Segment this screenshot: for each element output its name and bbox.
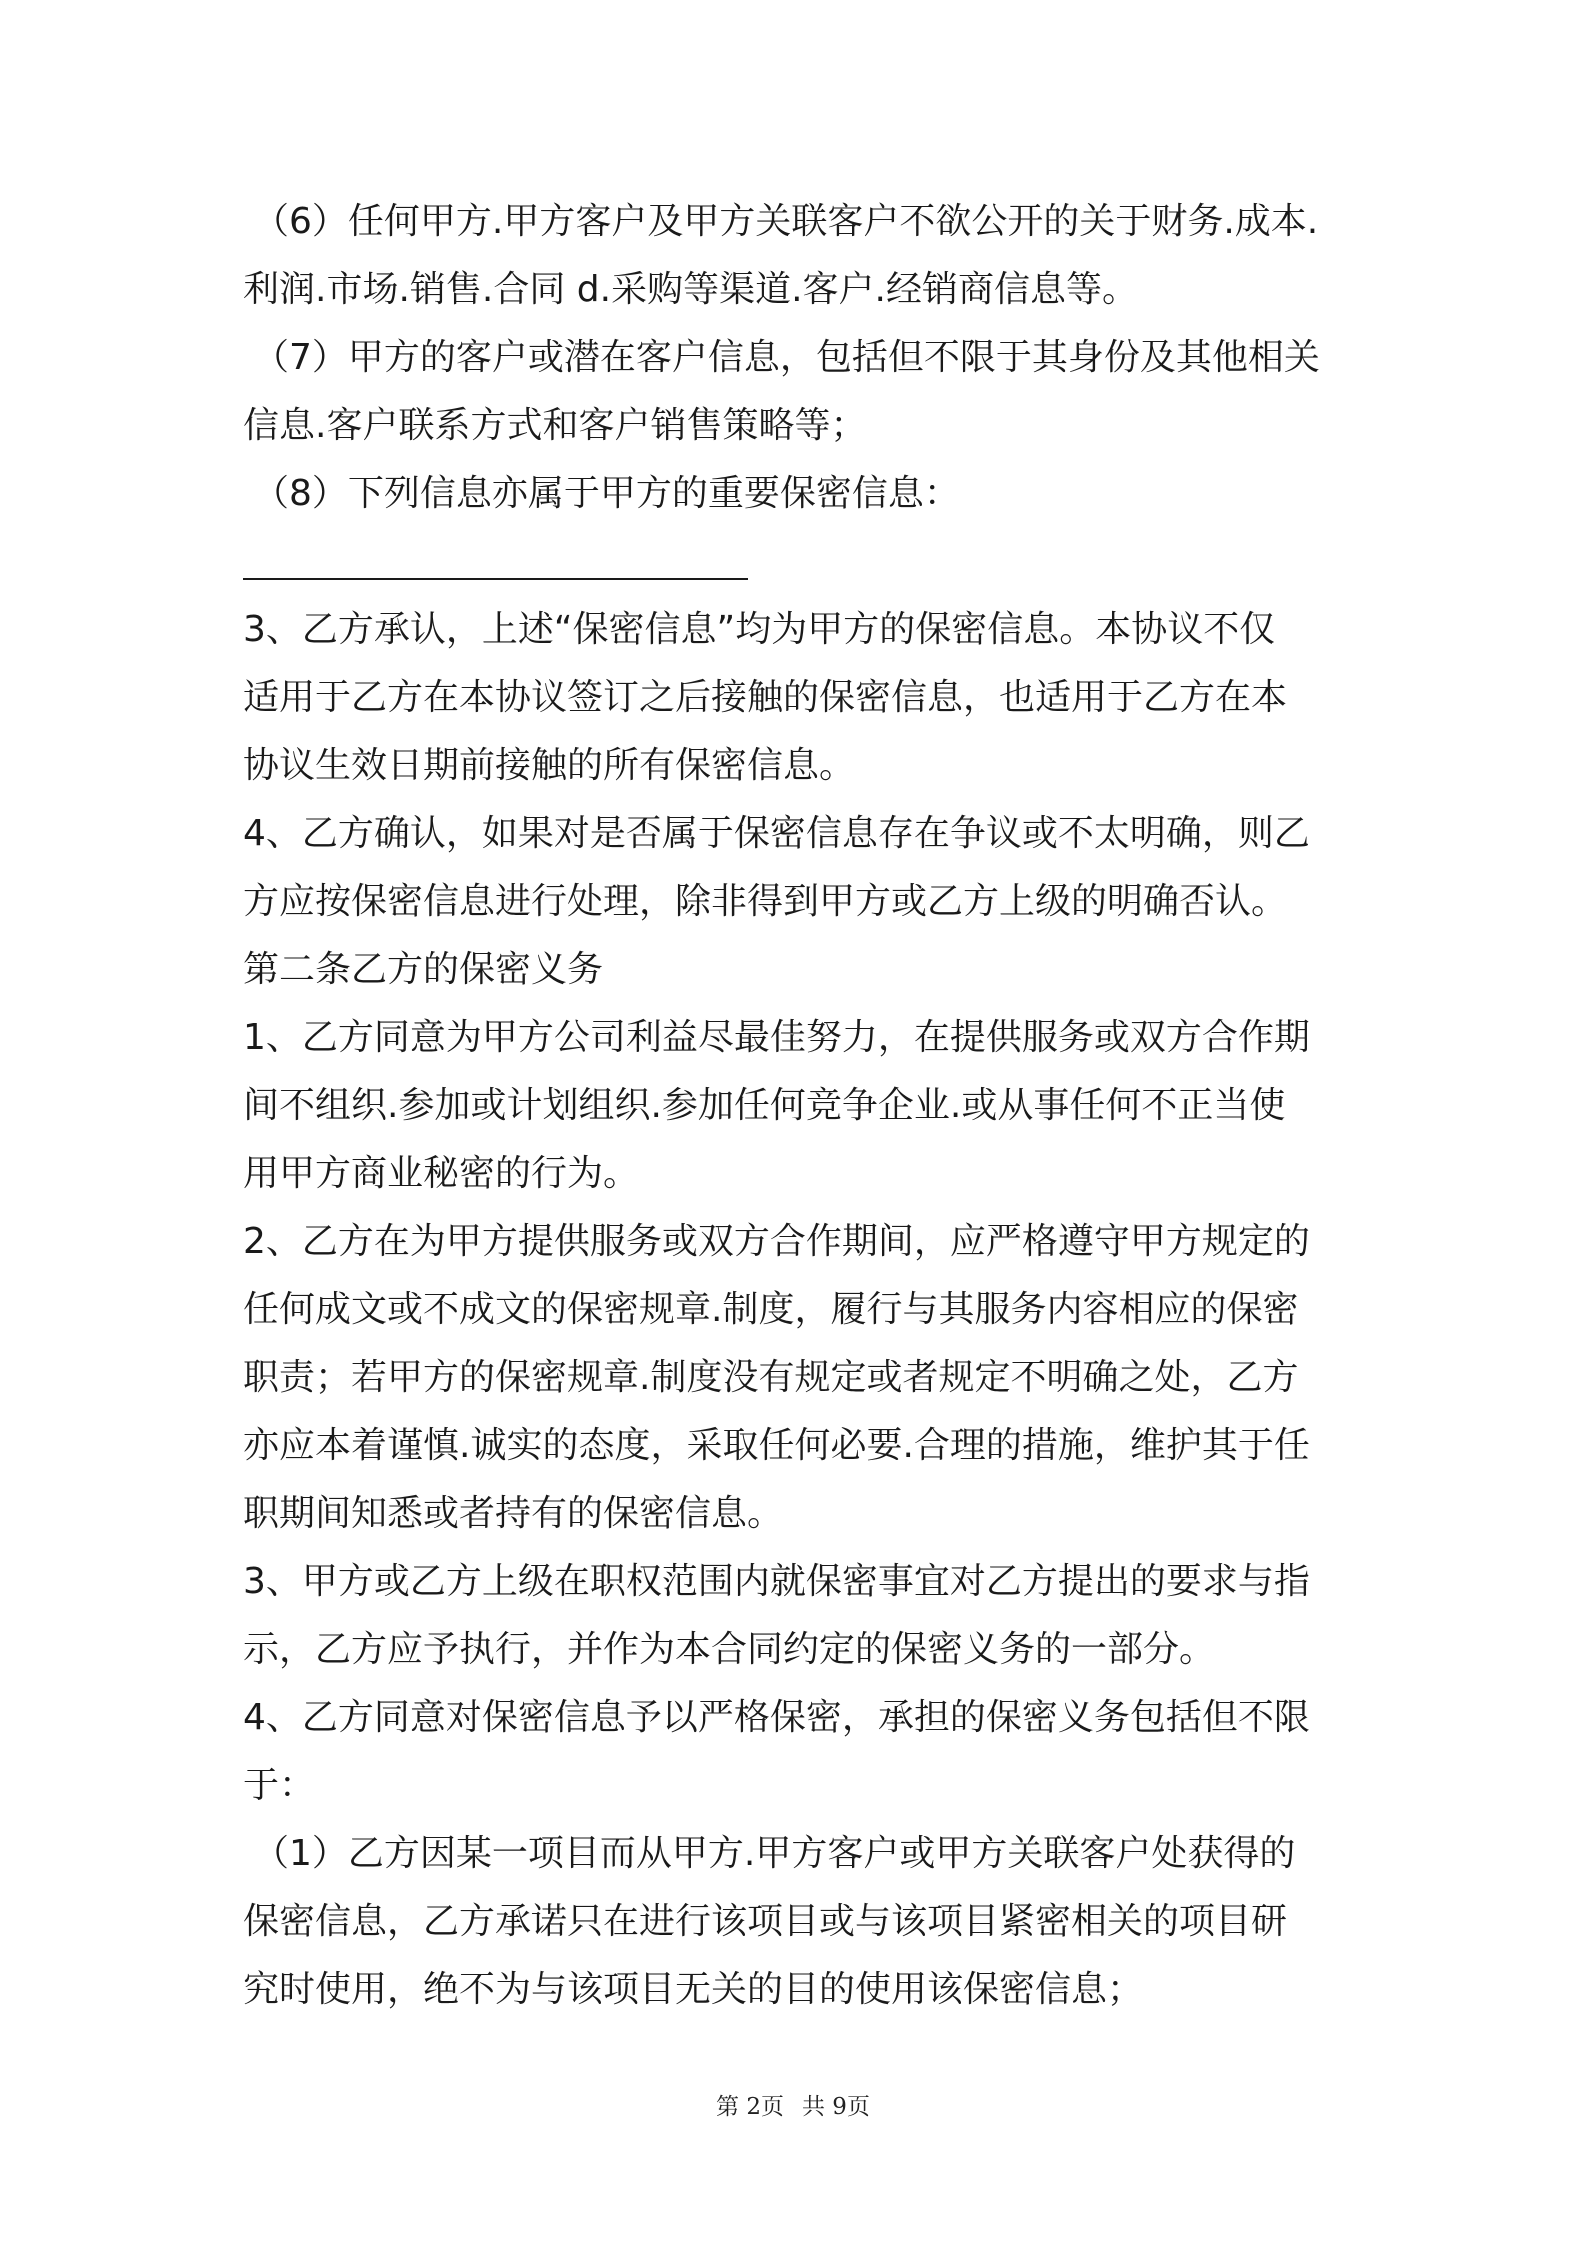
- clause-line: 任何成文或不成文的保密规章.制度，履行与其服务内容相应的保密: [243, 1289, 1299, 1330]
- clause-line: 究时使用，绝不为与该项目无关的目的使用该保密信息；: [243, 1969, 1144, 2010]
- blank-underline: [243, 578, 748, 580]
- fill-in-blank: [243, 528, 1353, 596]
- clause-line: （1）乙方因某一项目而从甲方.甲方客户或甲方关联客户处获得的: [253, 1833, 1296, 1874]
- clause-line: 2、乙方在为甲方提供服务或双方合作期间，应严格遵守甲方规定的: [243, 1221, 1310, 1262]
- page-total: 共 9页: [802, 2094, 870, 2120]
- clause-line: 示，乙方应予执行，并作为本合同约定的保密义务的一部分。: [243, 1629, 1216, 1670]
- clause-line: 协议生效日期前接触的所有保密信息。: [243, 745, 856, 786]
- clause-line: 适用于乙方在本协议签订之后接触的保密信息，也适用于乙方在本: [243, 677, 1288, 718]
- clause-line: 职责；若甲方的保密规章.制度没有规定或者规定不明确之处，乙方: [243, 1357, 1299, 1398]
- page-footer: [0, 2088, 1586, 2121]
- clause-line: 3、甲方或乙方上级在职权范围内就保密事宜对乙方提出的要求与指: [243, 1561, 1310, 1602]
- clause-line: 4、乙方确认，如果对是否属于保密信息存在争议或不太明确，则乙: [243, 813, 1310, 854]
- clause-line: 保密信息，乙方承诺只在进行该项目或与该项目紧密相关的项目研: [243, 1901, 1288, 1942]
- clause-line: 1、乙方同意为甲方公司利益尽最佳努力，在提供服务或双方合作期: [243, 1017, 1310, 1058]
- clause-line: 间不组织.参加或计划组织.参加任何竞争企业.或从事任何不正当使: [243, 1085, 1286, 1126]
- clause-line: 利润.市场.销售.合同 d.采购等渠道.客户.经销商信息等。: [243, 269, 1138, 310]
- clause-line: 方应按保密信息进行处理，除非得到甲方或乙方上级的明确否认。: [243, 881, 1288, 922]
- clause-line: 于：: [243, 1765, 316, 1806]
- clause-line: 职期间知悉或者持有的保密信息。: [243, 1493, 784, 1534]
- clause-line: 亦应本着谨慎.诚实的态度，采取任何必要.合理的措施，维护其于任: [243, 1425, 1310, 1466]
- section-heading: 第二条乙方的保密义务: [243, 949, 604, 990]
- clause-line: （6）任何甲方.甲方客户及甲方关联客户不欲公开的关于财务.成本.: [253, 201, 1319, 242]
- document-body: [243, 188, 1353, 2024]
- clause-line: 3、乙方承认，上述“保密信息”均为甲方的保密信息。本协议不仅: [243, 609, 1276, 650]
- clause-line: （7）甲方的客户或潜在客户信息，包括但不限于其身份及其他相关: [253, 337, 1320, 378]
- clause-line: （8）下列信息亦属于甲方的重要保密信息：: [253, 473, 960, 514]
- clause-line: 信息.客户联系方式和客户销售策略等；: [243, 405, 867, 446]
- clause-line: 用甲方商业秘密的行为。: [243, 1153, 640, 1194]
- page-number: 第 2页: [716, 2094, 784, 2120]
- clause-line: 4、乙方同意对保密信息予以严格保密，承担的保密义务包括但不限: [243, 1697, 1310, 1738]
